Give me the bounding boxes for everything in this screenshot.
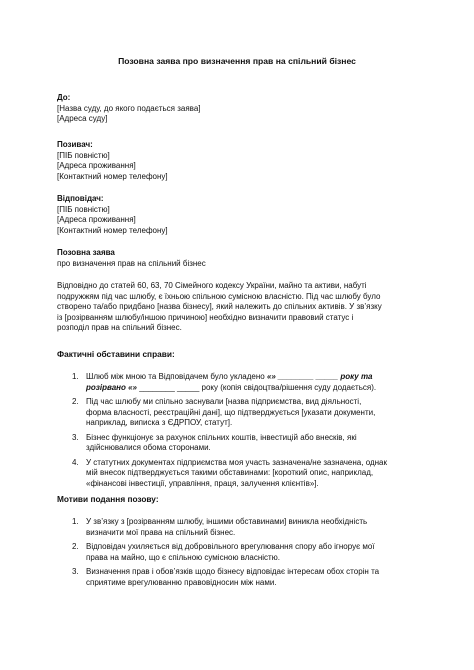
fact-date-placeholder: «» ________ _____ року та xyxy=(266,372,373,381)
list-item xyxy=(57,567,419,588)
defendant-label: Відповідач: xyxy=(57,194,104,203)
motive-text: визначити мої права на спільний бізнес. xyxy=(86,527,236,537)
list-item xyxy=(57,542,419,563)
fact-text: Бізнес функціонує за рахунок спільних коштів, інвестицій або внесків, які xyxy=(86,432,357,442)
facts-heading: Фактичні обставини справи: xyxy=(57,349,175,359)
motive-text: права на майно, що є спільною сумісною власністю. xyxy=(86,552,280,562)
defendant-phone: [Контактний номер телефону] xyxy=(57,225,168,235)
claim-section xyxy=(57,248,419,269)
court-name: [Назва суду, до якого подається заява] xyxy=(57,103,201,113)
document-title: Позовна заява про визначення прав на спільний бізнес xyxy=(118,56,356,66)
fact-text: У статутних документах підприємства моя участь зазначена/не зазначена, однак xyxy=(86,457,387,467)
plaintiff-phone: [Контактний номер телефону] xyxy=(57,171,168,181)
list-item xyxy=(57,397,419,429)
fact-text: наприклад, виписка з ЄДРПОУ, статут]. xyxy=(86,418,233,427)
claim-intro xyxy=(57,281,419,334)
plaintiff-address: [Адреса проживання] xyxy=(57,161,136,170)
list-number: 3. xyxy=(72,567,79,576)
facts-list xyxy=(57,372,419,489)
list-item xyxy=(57,517,419,538)
motives-heading: Мотиви подання позову: xyxy=(57,494,159,504)
list-item xyxy=(57,372,419,393)
court-address: [Адреса суду] xyxy=(57,114,108,123)
facts-section xyxy=(57,349,419,360)
facts-list-wrap xyxy=(57,372,419,493)
list-number: 1. xyxy=(72,372,79,381)
defendant-section xyxy=(57,194,419,236)
fact-date-placeholder: розірвано «» xyxy=(86,382,140,392)
recipient-section xyxy=(57,93,419,125)
motive-text: Визначення прав і обов’язків щодо бізнесу відповідає інтересам обох сторін та xyxy=(86,567,380,576)
motives-list xyxy=(57,517,419,588)
list-number: 2. xyxy=(72,397,79,406)
recipient-label: До: xyxy=(57,93,71,102)
plaintiff-name: [ПІБ повністю] xyxy=(57,150,110,160)
motives-list-wrap xyxy=(57,517,419,592)
motives-section xyxy=(57,494,419,505)
fact-text: «фінансові інвестиції, управління, праця, залучення клієнтів»]. xyxy=(86,478,319,488)
intro-line: створено та/або придбано [назва бізнесу], який належить до спільних активів. У зв’язку xyxy=(57,302,382,311)
list-item xyxy=(57,458,419,490)
fact-text: Шлюб між мною та Відповідачем було укладено xyxy=(86,372,267,381)
fact-text: ________ _____ року (копія свідоцтва/рішення суду додається). xyxy=(139,382,377,392)
motive-text: сприятиме врегулюванню правовідносин між нами. xyxy=(86,577,277,587)
motive-text: У зв’язку з [розірванням шлюбу, іншими обставинами] виникла необхідність xyxy=(86,517,368,526)
fact-text: здійснювалися обома сторонами. xyxy=(86,443,211,452)
plaintiff-label: Позивач: xyxy=(57,140,93,149)
intro-line: подружжям під час шлюбу, є їхньою спільною сумісною власністю. Під час шлюбу було xyxy=(57,291,381,301)
claim-subtitle: про визначення прав на спільний бізнес xyxy=(57,258,206,268)
list-number: 2. xyxy=(72,542,79,551)
list-number: 3. xyxy=(72,432,79,442)
intro-line: Відповідно до статей 60, 63, 70 Сімейного кодексу України, майно та активи, набуті xyxy=(57,281,367,290)
fact-text: мій внесок підтверджується такими обставинами: [короткий опис, наприклад, xyxy=(86,468,374,477)
fact-text: форма власності, реєстраційні дані], що підтверджується [указати документи, xyxy=(86,407,376,417)
list-number: 4. xyxy=(72,457,79,467)
plaintiff-section xyxy=(57,140,419,182)
intro-line: розподіл прав на спільний бізнес. xyxy=(57,323,182,332)
motive-text: Відповідач ухиляється від добровільного врегулювання спору або ігнорує мої xyxy=(86,542,375,551)
fact-text: Під час шлюбу ми спільно заснували [назва підприємства, вид діяльності, xyxy=(86,397,362,406)
list-item xyxy=(57,433,419,454)
claim-heading: Позовна заява xyxy=(57,248,115,257)
list-number: 1. xyxy=(72,517,79,526)
intro-line: із [розірванням шлюбу/іншою причиною] необхідно визначити правовий статус і xyxy=(57,312,354,322)
defendant-address: [Адреса проживання] xyxy=(57,215,136,224)
defendant-name: [ПІБ повністю] xyxy=(57,204,110,214)
